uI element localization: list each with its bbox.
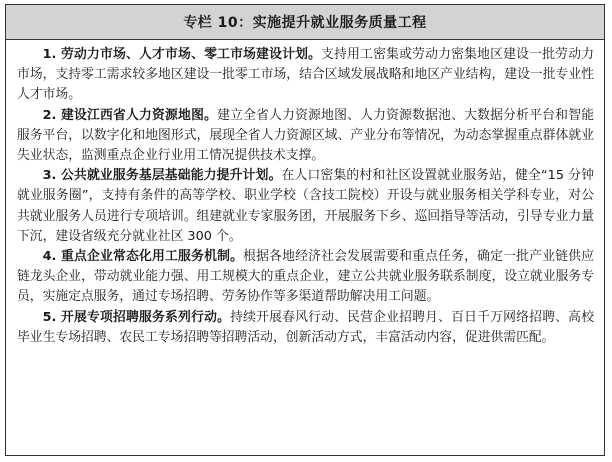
list-item xyxy=(17,308,594,348)
box-content xyxy=(6,40,604,348)
list-item xyxy=(17,166,594,247)
item-heading: 5. 开展专项招聘服务系列行动。 xyxy=(42,309,231,325)
item-heading: 2. 建设江西省人力资源地图。 xyxy=(42,107,218,123)
box-title: 专栏 10：实施提升就业服务质量工程 xyxy=(183,15,427,31)
item-body: 持续开展春风行动、民营企业招聘月、百日千万网络招聘、高校毕业生专场招聘、农民工专场招聘等招聘活动，创新活动方式，丰富活动内容，促进供需匹配。 xyxy=(17,309,594,345)
item-body: 建立全省人力资源地图、人力资源数据池、大数据分析平台和智能服务平台，以数字化和地图形式，展现全省人力资源区域、产业分布等情况，为动态掌握重点群体就业失业状态，监测重点企业行业用工情况提供技术支撑。 xyxy=(17,107,594,164)
title-bar xyxy=(6,5,604,40)
list-item xyxy=(17,45,594,106)
item-body: 支持用工密集或劳动力密集地区建设一批劳动力市场，支持零工需求较多地区建设一批零工市场，结合区域发展战略和地区产业结构，建设一批专业性人才市场。 xyxy=(17,47,594,103)
item-body: 根据各地经济社会发展需要和重点任务，确定一批产业链供应链龙头企业，带动就业能力强、用工规模大的重点企业，建立公共就业服务联系制度，设立就业服务专员，实施定点服务，通过专场招聘、劳务协作等多渠道帮助解决用工问题。 xyxy=(17,249,594,305)
column-box xyxy=(5,4,605,456)
item-body: 在人口密集的村和社区设置就业服务站，健全“15 分钟就业服务圈”，支持有条件的高等学校、职业学校（含技工院校）开设与就业服务相关学科专业，对公共就业服务人员进行专项培训。组建就业专家服务团，开展服务下乡、巡回指导等活动，引导专业力量下沉，建设省级充分就业社区 300 个。 xyxy=(17,168,594,244)
item-heading: 4. 重点企业常态化用工服务机制。 xyxy=(42,249,244,265)
list-item xyxy=(17,106,594,167)
item-heading: 1. 劳动力市场、人才市场、零工市场建设计划。 xyxy=(42,47,322,62)
list-item xyxy=(17,247,594,308)
item-heading: 3. 公共就业服务基层基础能力提升计划。 xyxy=(42,168,282,184)
